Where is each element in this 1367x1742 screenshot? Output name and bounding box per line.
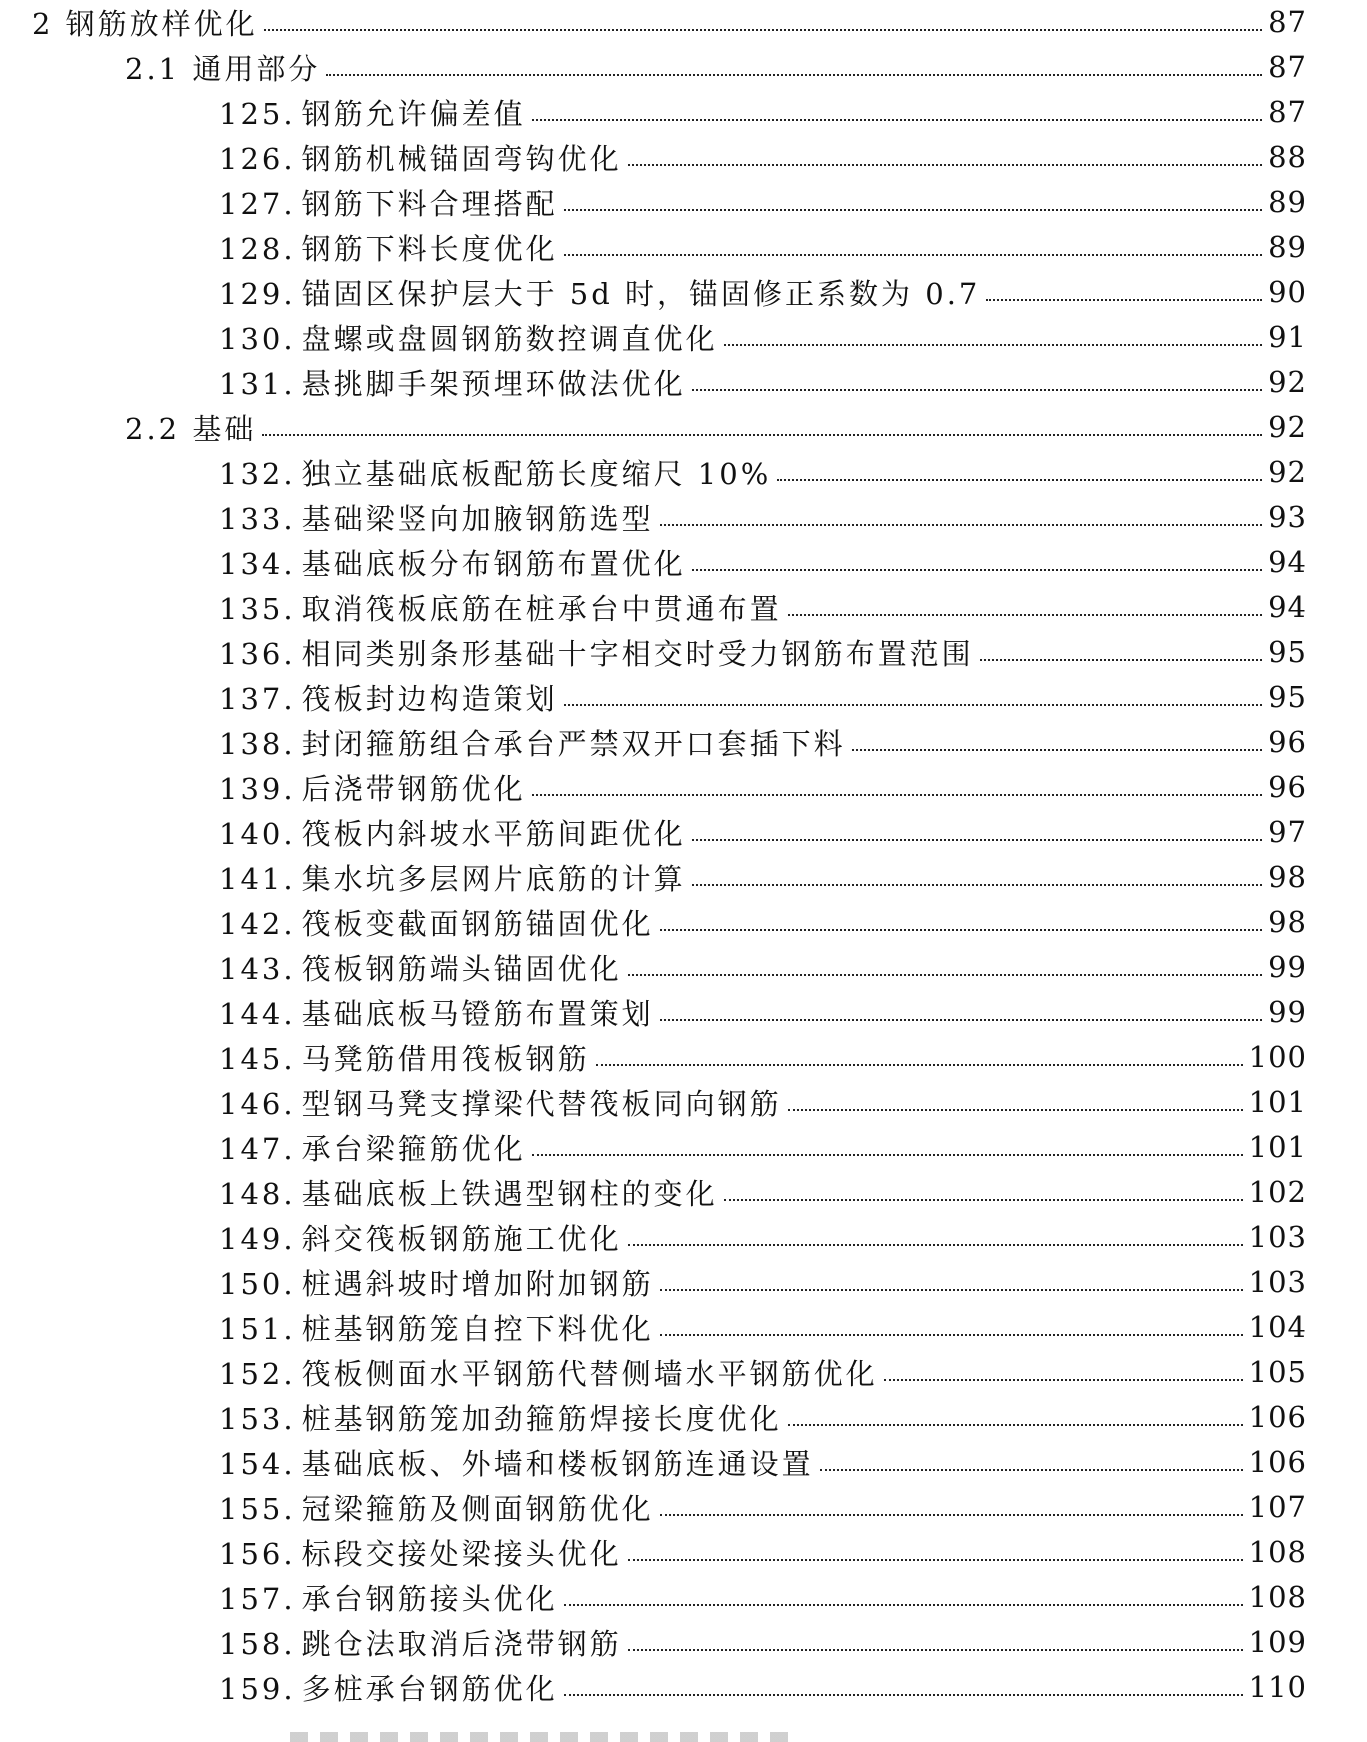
toc-section-title: 2.2 基础	[125, 411, 257, 446]
toc-item-title: 筏板钢筋端头锚固优化	[301, 951, 622, 986]
toc-page-number: 95	[1268, 635, 1307, 669]
dot-leader	[660, 1332, 1243, 1336]
toc-item-number: 150.	[219, 1266, 296, 1301]
toc-item-number: 133.	[219, 501, 296, 536]
toc-item-title: 冠梁箍筋及侧面钢筋优化	[301, 1491, 654, 1526]
toc-page-number: 98	[1268, 860, 1307, 894]
toc-item-title: 基础底板分布钢筋布置优化	[301, 546, 686, 581]
toc-item-title: 筏板变截面钢筋锚固优化	[301, 906, 654, 941]
dot-leader	[852, 747, 1263, 751]
toc-item-title: 基础底板马镫筋布置策划	[301, 996, 654, 1031]
toc-item-title: 后浇带钢筋优化	[301, 771, 526, 806]
toc-item-number: 146.	[219, 1086, 296, 1121]
toc-item-row[interactable]	[219, 1395, 1307, 1439]
toc-page-number: 108	[1248, 1580, 1307, 1614]
dot-leader	[264, 27, 1262, 31]
toc-item-row[interactable]	[219, 1485, 1307, 1529]
dot-leader	[628, 162, 1263, 166]
dot-leader	[532, 792, 1263, 796]
toc-item-row[interactable]	[219, 450, 1307, 494]
toc-item-number: 144.	[219, 996, 296, 1031]
dot-leader	[692, 882, 1263, 886]
toc-item-title: 独立基础底板配筋长度缩尺 10%	[301, 456, 772, 491]
toc-item-row[interactable]	[219, 1170, 1307, 1214]
toc-page-number: 102	[1248, 1175, 1307, 1209]
toc-item-number: 139.	[219, 771, 296, 806]
toc-item-row[interactable]	[219, 1620, 1307, 1664]
toc-item-title: 锚固区保护层大于 5d 时，锚固修正系数为 0.7	[301, 276, 981, 311]
toc-page-number: 103	[1248, 1220, 1307, 1254]
toc-item-row[interactable]	[219, 1215, 1307, 1259]
dot-leader	[564, 702, 1263, 706]
toc-item-title: 跳仓法取消后浇带钢筋	[301, 1626, 622, 1661]
toc-item-row[interactable]	[219, 1125, 1307, 1169]
toc-item-title: 相同类别条形基础十字相交时受力钢筋布置范围	[301, 636, 974, 671]
toc-page-number: 87	[1268, 95, 1307, 129]
toc-page-number: 89	[1268, 185, 1307, 219]
toc-page-number: 87	[1268, 50, 1307, 84]
toc-item-number: 132.	[219, 456, 296, 491]
toc-item-title: 型钢马凳支撑梁代替筏板同向钢筋	[301, 1086, 782, 1121]
toc-item-number: 158.	[219, 1626, 296, 1661]
toc-page-number: 88	[1268, 140, 1307, 174]
toc-item-title: 斜交筏板钢筋施工优化	[301, 1221, 622, 1256]
toc-item-row[interactable]	[219, 1530, 1307, 1574]
dot-leader	[564, 207, 1263, 211]
toc-page-number: 96	[1268, 725, 1307, 759]
toc-item-row[interactable]	[219, 945, 1307, 989]
toc-page-number: 99	[1268, 950, 1307, 984]
dot-leader	[777, 477, 1262, 481]
toc-item-number: 147.	[219, 1131, 296, 1166]
toc-item-title: 标段交接处梁接头优化	[301, 1536, 622, 1571]
toc-item-number: 136.	[219, 636, 296, 671]
toc-item-row[interactable]	[219, 315, 1307, 359]
toc-item-row[interactable]	[219, 495, 1307, 539]
toc-item-title: 马凳筋借用筏板钢筋	[301, 1041, 590, 1076]
dot-leader	[788, 612, 1263, 616]
toc-item-row[interactable]	[219, 1305, 1307, 1349]
dot-leader	[628, 1242, 1243, 1246]
toc-item-number: 131.	[219, 366, 296, 401]
toc-item-number: 152.	[219, 1356, 296, 1391]
dot-leader	[692, 387, 1263, 391]
toc-page-number: 93	[1268, 500, 1307, 534]
toc-page-number: 106	[1248, 1400, 1307, 1434]
toc-item-number: 148.	[219, 1176, 296, 1211]
toc-item-row[interactable]	[219, 990, 1307, 1034]
toc-item-title: 承台钢筋接头优化	[301, 1581, 558, 1616]
toc-item-title: 取消筏板底筋在桩承台中贯通布置	[301, 591, 782, 626]
dot-leader	[628, 1647, 1243, 1651]
toc-item-title: 基础底板上铁遇型钢柱的变化	[301, 1176, 718, 1211]
toc-item-row[interactable]	[219, 225, 1307, 269]
toc-page-number: 96	[1268, 770, 1307, 804]
toc-page-number: 94	[1268, 545, 1307, 579]
dot-leader	[724, 342, 1263, 346]
toc-page-number: 89	[1268, 230, 1307, 264]
toc-item-title: 封闭箍筋组合承台严禁双开口套插下料	[301, 726, 846, 761]
toc-page-number: 101	[1248, 1085, 1307, 1119]
toc-item-number: 143.	[219, 951, 296, 986]
toc-item-row[interactable]	[219, 675, 1307, 719]
dot-leader	[596, 1062, 1243, 1066]
toc-item-row[interactable]	[219, 1440, 1307, 1484]
toc-item-number: 128.	[219, 231, 296, 266]
dot-leader	[564, 252, 1263, 256]
toc-item-row[interactable]	[219, 1350, 1307, 1394]
toc-item-number: 145.	[219, 1041, 296, 1076]
toc-item-title: 钢筋允许偏差值	[301, 96, 526, 131]
toc-page-number: 101	[1248, 1130, 1307, 1164]
toc-page-number: 108	[1248, 1535, 1307, 1569]
toc-page-number: 92	[1268, 365, 1307, 399]
toc-item-number: 142.	[219, 906, 296, 941]
toc-page-number: 92	[1268, 455, 1307, 489]
toc-section-row[interactable]	[125, 405, 1307, 449]
dot-leader	[532, 117, 1263, 121]
toc-item-number: 134.	[219, 546, 296, 581]
dot-leader	[884, 1377, 1243, 1381]
dot-leader	[724, 1197, 1243, 1201]
dot-leader	[262, 432, 1262, 436]
toc-item-number: 127.	[219, 186, 296, 221]
toc-item-title: 筏板封边构造策划	[301, 681, 558, 716]
dot-leader	[692, 567, 1263, 571]
toc-item-row[interactable]	[219, 855, 1307, 899]
toc-item-title: 桩基钢筋笼自控下料优化	[301, 1311, 654, 1346]
toc-item-row[interactable]	[219, 720, 1307, 764]
toc-item-title: 桩遇斜坡时增加附加钢筋	[301, 1266, 654, 1301]
toc-page-number: 99	[1268, 995, 1307, 1029]
toc-item-number: 129.	[219, 276, 296, 311]
toc-page-number: 94	[1268, 590, 1307, 624]
dot-leader	[564, 1692, 1243, 1696]
toc-item-number: 149.	[219, 1221, 296, 1256]
toc-page-number: 95	[1268, 680, 1307, 714]
toc-item-number: 151.	[219, 1311, 296, 1346]
toc-item-row[interactable]	[219, 90, 1307, 134]
dot-leader	[628, 972, 1263, 976]
toc-item-number: 125.	[219, 96, 296, 131]
toc-item-row[interactable]	[219, 630, 1307, 674]
dot-leader	[660, 1512, 1243, 1516]
toc-page-number: 87	[1268, 5, 1307, 39]
dot-leader	[660, 522, 1263, 526]
toc-page-number: 107	[1248, 1490, 1307, 1524]
toc-page-number: 103	[1248, 1265, 1307, 1299]
toc-item-title: 多桩承台钢筋优化	[301, 1671, 558, 1706]
dot-leader	[788, 1107, 1243, 1111]
toc-page-number: 98	[1268, 905, 1307, 939]
toc-chapter-row[interactable]	[32, 0, 1307, 44]
toc-page-number: 90	[1268, 275, 1307, 309]
toc-item-number: 126.	[219, 141, 296, 176]
toc-item-title: 桩基钢筋笼加劲箍筋焊接长度优化	[301, 1401, 782, 1436]
toc-chapter-title: 2 钢筋放样优化	[32, 6, 258, 41]
toc-item-title: 钢筋机械锚固弯钩优化	[301, 141, 622, 176]
toc-item-title: 盘螺或盘圆钢筋数控调直优化	[301, 321, 718, 356]
toc-page-number: 97	[1268, 815, 1307, 849]
toc-item-row[interactable]	[219, 135, 1307, 179]
toc-item-row[interactable]	[219, 270, 1307, 314]
toc-item-row[interactable]	[219, 810, 1307, 854]
dot-leader	[986, 297, 1262, 301]
toc-item-title: 钢筋下料合理搭配	[301, 186, 558, 221]
toc-item-number: 153.	[219, 1401, 296, 1436]
toc-item-number: 156.	[219, 1536, 296, 1571]
toc-item-row[interactable]	[219, 1260, 1307, 1304]
toc-section-row[interactable]	[125, 45, 1307, 89]
toc-page-number: 106	[1248, 1445, 1307, 1479]
dot-leader	[564, 1602, 1243, 1606]
toc-page-number: 110	[1248, 1670, 1307, 1704]
toc-item-row[interactable]	[219, 765, 1307, 809]
toc-item-number: 138.	[219, 726, 296, 761]
toc-item-title: 基础梁竖向加腋钢筋选型	[301, 501, 654, 536]
dot-leader	[628, 1557, 1243, 1561]
toc-item-row[interactable]	[219, 1575, 1307, 1619]
toc-item-number: 141.	[219, 861, 296, 896]
dot-leader	[660, 1287, 1243, 1291]
toc-item-row[interactable]	[219, 1665, 1307, 1709]
toc-item-title: 筏板内斜坡水平筋间距优化	[301, 816, 686, 851]
toc-item-number: 130.	[219, 321, 296, 356]
toc-item-row[interactable]	[219, 585, 1307, 629]
toc-item-title: 承台梁箍筋优化	[301, 1131, 526, 1166]
dot-leader	[820, 1467, 1243, 1471]
toc-item-row[interactable]	[219, 180, 1307, 224]
toc-item-title: 筏板侧面水平钢筋代替侧墙水平钢筋优化	[301, 1356, 878, 1391]
dot-leader	[980, 657, 1263, 661]
toc-page-number: 91	[1268, 320, 1307, 354]
toc-item-number: 135.	[219, 591, 296, 626]
toc-item-title: 钢筋下料长度优化	[301, 231, 558, 266]
toc-item-title: 基础底板、外墙和楼板钢筋连通设置	[301, 1446, 814, 1481]
dot-leader	[660, 1017, 1263, 1021]
toc-item-row[interactable]	[219, 1080, 1307, 1124]
toc-item-title: 悬挑脚手架预埋环做法优化	[301, 366, 686, 401]
toc-page-number: 104	[1248, 1310, 1307, 1344]
toc-item-number: 140.	[219, 816, 296, 851]
toc-page-number: 92	[1268, 410, 1307, 444]
dot-leader	[326, 72, 1262, 76]
toc-item-number: 159.	[219, 1671, 296, 1706]
toc-item-row[interactable]	[219, 1035, 1307, 1079]
toc-item-row[interactable]	[219, 540, 1307, 584]
toc-item-row[interactable]	[219, 900, 1307, 944]
toc-item-number: 154.	[219, 1446, 296, 1481]
toc-item-number: 155.	[219, 1491, 296, 1526]
toc-item-number: 137.	[219, 681, 296, 716]
toc-item-number: 157.	[219, 1581, 296, 1616]
toc-page-number: 100	[1248, 1040, 1307, 1074]
dot-leader	[788, 1422, 1243, 1426]
toc-section-title: 2.1 通用部分	[125, 51, 321, 86]
dot-leader	[692, 837, 1263, 841]
toc-page-number: 105	[1248, 1355, 1307, 1389]
toc-item-title: 集水坑多层网片底筋的计算	[301, 861, 686, 896]
cut-off-next-line	[290, 1728, 790, 1742]
toc-page-number: 109	[1248, 1625, 1307, 1659]
dot-leader	[532, 1152, 1243, 1156]
toc-item-row[interactable]	[219, 360, 1307, 404]
dot-leader	[660, 927, 1263, 931]
